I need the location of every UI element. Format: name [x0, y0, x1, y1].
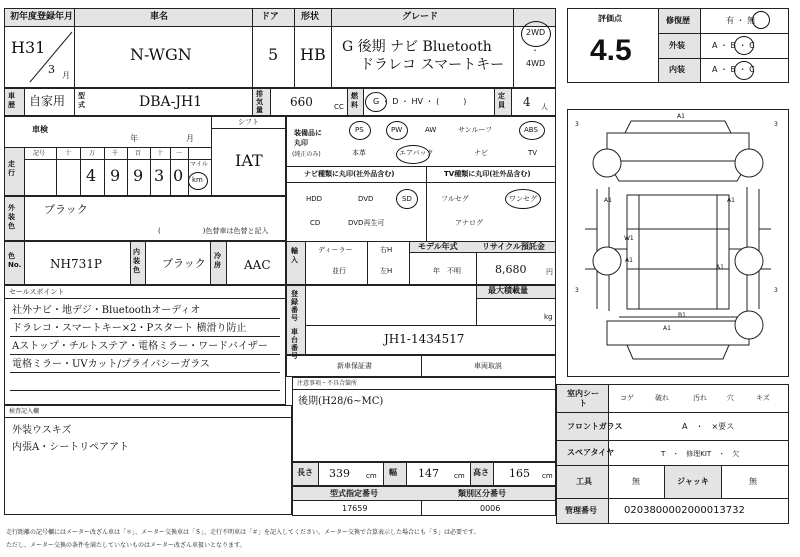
tire-fr: 3 — [774, 121, 778, 128]
exterior-label: 外装 — [669, 41, 685, 50]
notes-value: 後期(H28/6~MC) — [298, 396, 384, 407]
mileage-digit-5: 0 — [173, 166, 184, 185]
import-parallel: 並行 — [332, 267, 346, 275]
interior-color-label: 内装色 — [133, 248, 140, 274]
score-value: 4.5 — [590, 34, 632, 67]
drive-sep: ・ — [531, 46, 539, 55]
equip-leather: 本革 — [352, 149, 366, 157]
import-dealer: ディーラー — [318, 246, 353, 254]
equip-tv: TV — [528, 149, 538, 157]
equipment-sub-label: (純正のみ) — [292, 151, 321, 158]
navi-dvd-play: DVD再生可 — [348, 219, 385, 227]
inspection-label: 車検 — [32, 125, 48, 134]
name-label: 車名 — [150, 12, 169, 22]
model-year-label: モデル年式 — [418, 242, 458, 251]
mgmt-label: 管理番号 — [565, 506, 597, 515]
height-label: 高さ — [473, 468, 489, 477]
navi-dvd: DVD — [358, 195, 374, 203]
front-glass-label: フロントガラス — [567, 422, 623, 431]
equip-ps: PS — [355, 126, 364, 134]
mark-a1-right: A1 — [727, 197, 735, 204]
jack-value: 無 — [749, 477, 757, 486]
seat-burn: コゲ — [620, 394, 634, 402]
tools-value: 無 — [632, 477, 640, 486]
import-right-h: 右H — [380, 246, 393, 254]
doors: 5 — [268, 45, 279, 64]
mileage-digit-3: 9 — [133, 166, 144, 185]
width-cm: cm — [454, 472, 465, 480]
mark-a1-lower-left: A1 — [625, 257, 633, 264]
color-value: ブラック — [44, 203, 88, 216]
mileage-unit-10man: 十 — [65, 150, 72, 157]
drive-4wd: 4WD — [526, 59, 546, 68]
first-reg-era: H31 — [11, 38, 46, 57]
cooler: AAC — [244, 258, 271, 272]
warranty-new-car: 新車保証書 — [337, 362, 372, 370]
repair-none-circle — [752, 11, 770, 29]
colorno-label: 色No. — [8, 252, 22, 269]
colorno-value: NH731P — [50, 257, 102, 271]
height-value: 165 — [509, 467, 530, 480]
tools-label: 工具 — [576, 477, 592, 486]
recycle-yen: 円 — [546, 268, 553, 276]
equip-aw: AW — [425, 126, 437, 134]
tire-rr: 3 — [774, 287, 778, 294]
mileage-label: 走行 — [8, 160, 15, 177]
seat-dirt: 汚れ — [693, 394, 707, 402]
person-unit: 人 — [541, 103, 548, 111]
spare-tire-options: T ・ 修理KIT ・ 欠 — [661, 450, 740, 458]
fuel-options: G ・ D ・ HV ・ ( ) — [373, 97, 467, 106]
sales-points-label: セールスポイント — [9, 288, 65, 296]
mark-a1-left: A1 — [604, 197, 612, 204]
car-name: N-WGN — [130, 45, 192, 64]
mark-a1-lower-right: A1 — [716, 264, 724, 271]
mileage-unit-ichi: 一 — [176, 150, 183, 157]
usage: 自家用 — [29, 94, 66, 108]
warranty-manual: 車両取説 — [474, 362, 502, 370]
type-label: 型式指定番号 — [330, 489, 378, 498]
equip-airbag: エアバック — [399, 149, 434, 157]
equip-navi: ナビ — [474, 149, 488, 157]
import-left-h: 左H — [380, 267, 393, 275]
jack-label: ジャッキ — [677, 477, 709, 486]
exterior-b-circle — [734, 36, 754, 55]
class-value: 0006 — [480, 504, 501, 513]
repair-options: 有 ・ 無 — [726, 16, 756, 25]
mark-a1-center: A1 — [663, 325, 671, 332]
header-label-band — [5, 9, 555, 26]
notes-label: 注意事項・不具合箇所 — [297, 380, 358, 387]
import-label: 輸入 — [291, 247, 298, 264]
capacity-label: 定員 — [498, 92, 505, 109]
sales-point-4: 電格ミラー・UVカット/プライバシーガラス — [12, 359, 210, 370]
chassis-label: 車台番号 — [291, 328, 298, 360]
class-label: 類別区分番号 — [458, 489, 506, 498]
equipment-grid — [286, 116, 556, 242]
mileage-unit-juu: 十 — [157, 150, 164, 157]
width-label: 幅 — [389, 468, 397, 477]
color-label: 外装色 — [8, 204, 15, 230]
mileage-unit-hyaku: 百 — [135, 150, 142, 157]
inspector-line-1: 外装ウスキズ — [12, 425, 72, 436]
seat-scratch: キズ — [756, 394, 770, 402]
tv-analog: アナログ — [455, 219, 483, 227]
mark-w1: W1 — [624, 235, 634, 242]
repair-label: 修復歴 — [666, 16, 690, 25]
height-cm: cm — [542, 472, 553, 480]
length-value: 339 — [329, 467, 350, 480]
seat-tear: 破れ — [655, 394, 669, 402]
mileage-unit-km: km — [192, 176, 203, 184]
navi-cd: CD — [310, 219, 321, 227]
grade-line-2: ドラレコ スマートキー — [360, 57, 505, 73]
sales-point-3: Aストップ・チルトステア・電格ミラー・ワードバイザー — [12, 341, 268, 352]
type-value: 17659 — [342, 504, 368, 513]
front-glass-options: A ・ ×要ス — [682, 422, 735, 431]
interior-color: ブラック — [162, 257, 206, 270]
inspector-box — [4, 405, 292, 515]
tire-fl: 3 — [575, 121, 579, 128]
car-diagram — [567, 109, 789, 377]
displacement: 660 — [290, 95, 313, 109]
max-load-kg: kg — [544, 313, 553, 321]
registration-label: 登録番号 — [291, 290, 298, 322]
grade-label: グレード — [402, 12, 439, 22]
model: DBA-JH1 — [139, 94, 203, 110]
grade-line-1: G 後期 ナビ Bluetooth — [342, 39, 492, 55]
shift-value: IAT — [235, 151, 263, 170]
score-label: 評価点 — [598, 14, 622, 23]
tv-label: TV種類に丸印(社外品含む) — [444, 170, 531, 178]
sales-point-2: ドラレコ・スマートキー×2・Pスタート 横滑り防止 — [12, 323, 247, 334]
mark-b1: B1 — [678, 312, 686, 319]
equip-abs: ABS — [524, 126, 538, 134]
equip-pw: PW — [391, 126, 403, 134]
equip-sunroof: サンルーフ — [458, 126, 493, 134]
model-label: 型式 — [78, 92, 85, 109]
mileage-symbol-label: 記号 — [33, 150, 46, 157]
usage-label: 車歴 — [8, 92, 15, 109]
exterior-options: A ・ B ・ C — [712, 41, 755, 50]
interior-options: A ・ B ・ C — [712, 65, 755, 74]
inspection-year: 年 — [130, 134, 138, 143]
door-label: ドア — [261, 12, 279, 22]
shift-label: シフト — [238, 118, 259, 126]
mileage-digit-4: 3 — [154, 166, 165, 185]
displacement-label: 排気量 — [256, 90, 263, 114]
shape-label: 形状 — [301, 12, 320, 22]
mileage-unit-mile: マイル — [190, 161, 208, 168]
length-label: 長さ — [297, 468, 313, 477]
color-note: ( )色替車は色替と記入 — [158, 227, 269, 235]
month-unit: 月 — [62, 71, 70, 80]
inspector-label: 検査記入欄 — [9, 408, 40, 415]
interior-b-circle — [734, 61, 754, 80]
footer-line-1: 走行距離の記号欄にはメーター改ざん車は「＊」、メーター交換車は「＄」、走行不明車は「＃」を記入してください。メーター交換で合算表示した場合にも「＄」は必要です。 — [6, 529, 480, 536]
cc-unit: CC — [334, 103, 344, 111]
first-reg-month: 3 — [48, 63, 55, 76]
chassis-value: JH1-1434517 — [384, 332, 465, 346]
tv-fullseg: フルセグ — [441, 195, 469, 203]
fuel-label: 燃料 — [351, 92, 358, 109]
inspector-line-2: 内張A・シートリペアアト — [12, 442, 130, 453]
navi-sd: SD — [402, 195, 412, 203]
body-shape: HB — [300, 45, 326, 64]
tv-oneseg: ワンセグ — [509, 195, 537, 203]
capacity: 4 — [523, 95, 531, 109]
model-year-value: 年 不明 — [433, 267, 461, 275]
navi-label: ナビ種類に丸印(社外品含む) — [304, 170, 395, 178]
seat-hole: 穴 — [727, 394, 734, 402]
length-cm: cm — [366, 472, 377, 480]
first-reg-label: 初年度登録年月 — [10, 12, 74, 22]
mark-a1-top: A1 — [677, 113, 685, 120]
mileage-digit-2: 9 — [110, 166, 121, 185]
sales-point-1: 社外ナビ・地デジ・Bluetoothオーディオ — [12, 305, 201, 316]
mileage-unit-man: 万 — [89, 150, 96, 157]
navi-hdd: HDD — [306, 195, 323, 203]
max-load-label: 最大積載量 — [488, 286, 528, 295]
equipment-label: 装備品に丸印 — [294, 129, 322, 147]
spare-tire-label: スペアタイヤ — [567, 448, 615, 457]
mgmt-value: 0203800002000013732 — [624, 505, 745, 516]
drive-2wd: 2WD — [526, 28, 546, 37]
interior-seat-label: 室内シート — [567, 389, 599, 408]
tire-rl: 3 — [575, 287, 579, 294]
mileage-digit-1: 4 — [86, 166, 97, 185]
recycle-value: 8,680 — [495, 263, 527, 276]
interior-label: 内装 — [669, 65, 685, 74]
inspection-month: 月 — [186, 134, 194, 143]
footer-line-2: ただし、メーター交換の条件を満たしていないものはメーター改ざん車扱いとなります。 — [6, 542, 246, 549]
cooler-label: 冷房 — [214, 252, 221, 269]
recycle-label: リサイクル預託金 — [482, 242, 545, 251]
width-value: 147 — [418, 467, 439, 480]
mileage-unit-sen: 千 — [112, 150, 119, 157]
